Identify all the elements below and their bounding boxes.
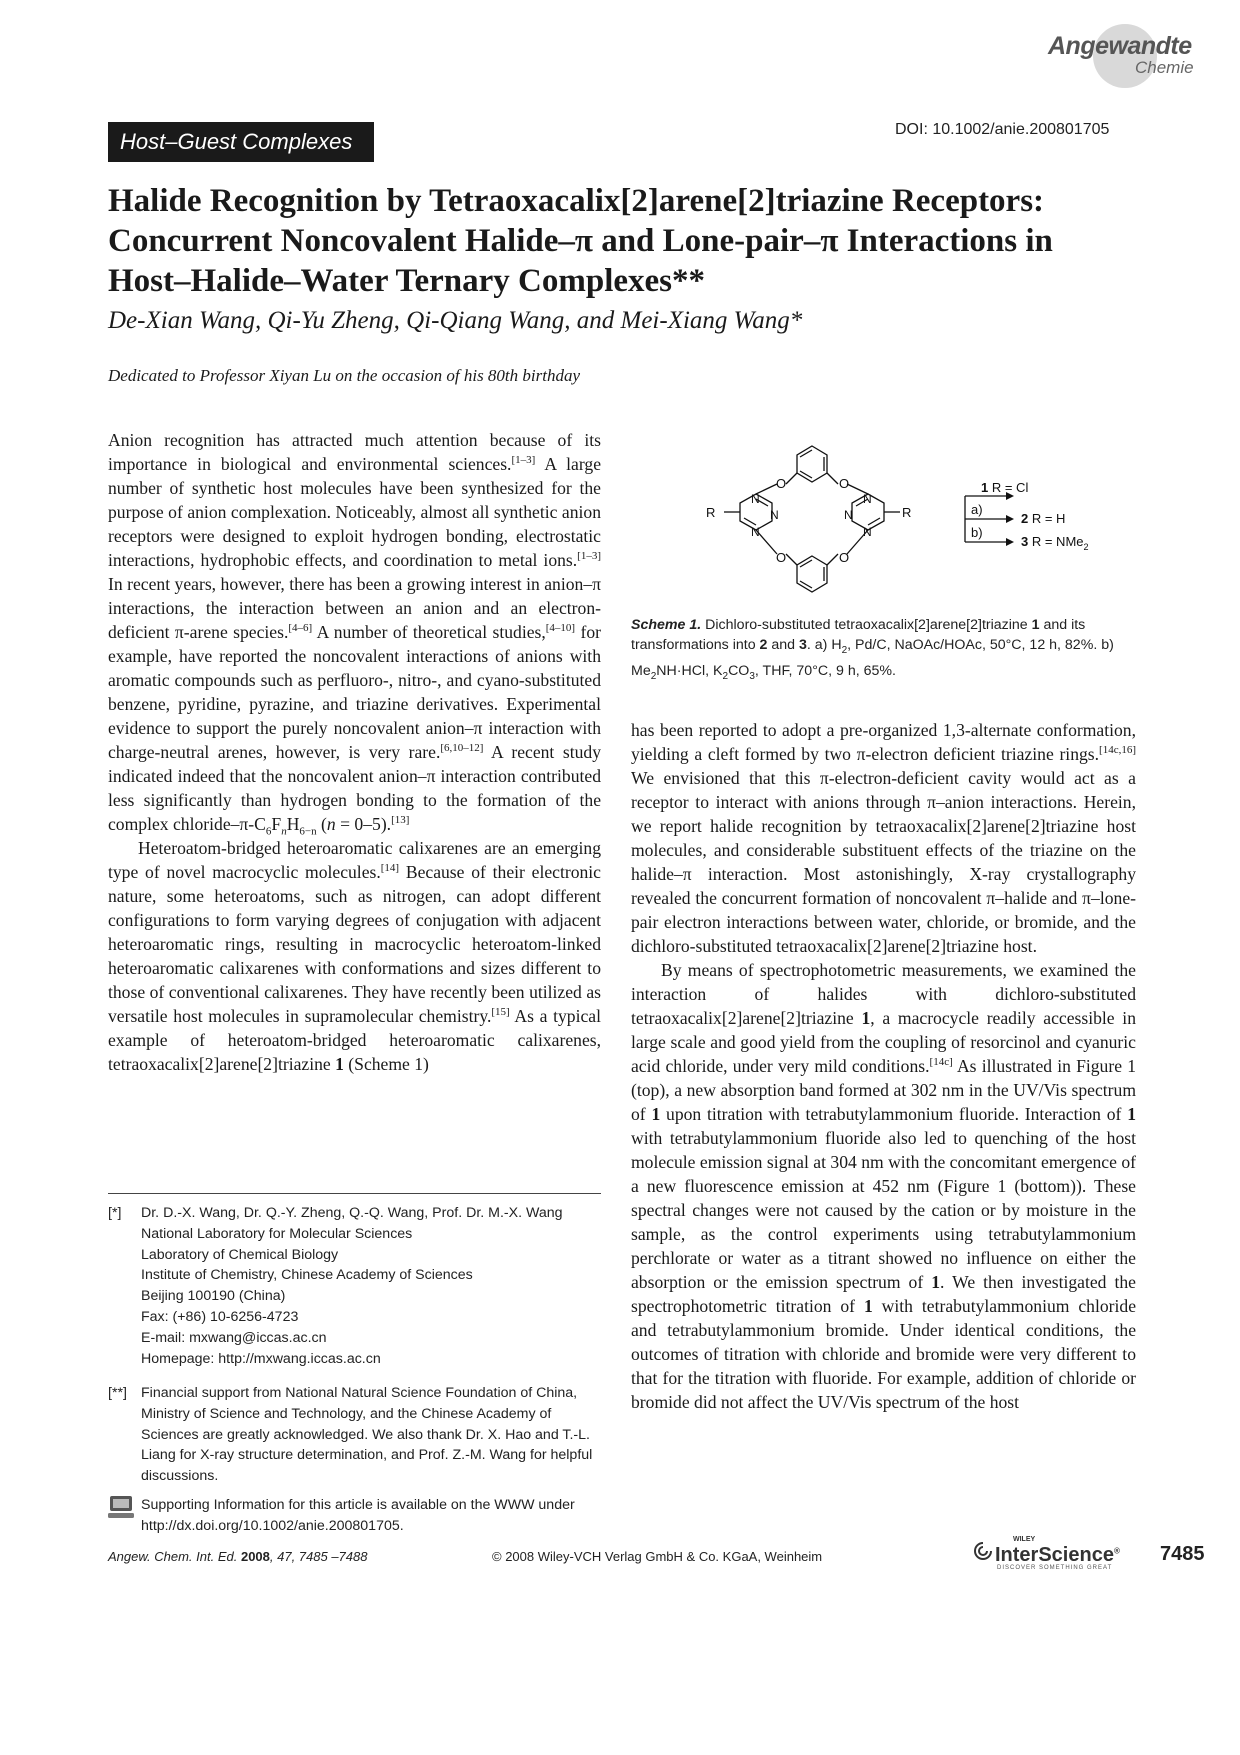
scheme-label-o: O: [839, 550, 850, 565]
footnote-supporting-info: Supporting Information for this article is available on the WWW under http://dx.doi.org/10.1002/anie.200801705.: [108, 1495, 606, 1540]
compound-1-label: 1 R = Cl: [981, 480, 1029, 495]
scheme-label-o: O: [776, 550, 787, 565]
scheme-1-caption: Scheme 1. Dichloro-substituted tetraoxacalix[2]arene[2]triazine 1 and its transformations into 2 and 3. a) $H_2$, Pd/C, NaOAc/HOAc, 50°C, 12 h, 82%. b) $Me_2NH\cdot HCl$, $K_2CO_3$, THF, 70°C, 9 h, 65%.: [631, 617, 1114, 682]
compound-2-label: 2 R = H: [1021, 511, 1066, 526]
scheme-label-r-left: R: [706, 505, 716, 520]
scheme-label-n: N: [863, 492, 872, 506]
homepage: Homepage: http://mxwang.iccas.ac.cn: [141, 1350, 381, 1367]
scheme-label-o: O: [839, 476, 850, 491]
paragraph-spectrophotometry: By means of spectrophotometric measurements, we examined the interaction of halides with dichloro-substituted tetraoxacalix[2]arene[2]triazine 1, a macrocycle readily accessible in large scale and good yield from the coupling of resorcinol and cyanuric acid chloride, under very mild conditions.[14c] As illustrated in Figure 1 (top), a new absorption band formed at 302 nm in the UV/Vis spectrum of 1 upon titration with tetrabutylammonium fluoride. Interaction of 1 with tetrabutylammonium fluoride also led to quenching of the host molecule emission signal at 304 nm with the concomitant emergence of a new fluorescence emission at 452 nm (Figure 1 (bottom)). These spectral changes were not caused by the cation or by moisture in the sample, as the control experiments using tetrabutylammonium perchlorate or water as a titrant showed no influence on either the absorption or the emission spectrum of 1. We then investigated the spectrophotometric titration of 1 with tetrabutylammonium chloride and tetrabutylammonium bromide. Under identical conditions, the outcomes of titration with chloride and bromide were very different to that for the titration with fluoride. For example, addition of chloride or bromide did not affect the UV/Vis spectrum of the host: [631, 960, 1137, 1412]
page-number: 7485: [1160, 1543, 1205, 1565]
computer-icon: [108, 1495, 134, 1519]
scheme-label-n: N: [844, 508, 853, 522]
section-heading: Host–Guest Complexes: [108, 122, 374, 162]
authors: De-Xian Wang, Qi-Yu Zheng, Qi-Qiang Wang, and Mei-Xiang Wang*: [108, 307, 803, 334]
email: E-mail: mxwang@iccas.ac.cn: [141, 1329, 327, 1346]
swirl-icon: [973, 1541, 993, 1561]
scheme-label-n: N: [751, 525, 760, 539]
doi: DOI: 10.1002/anie.200801705: [895, 121, 1110, 138]
publisher-logo: WILEY InterScience® DISCOVER SOMETHING GREAT: [973, 1535, 1133, 1571]
scheme-label-n: N: [863, 525, 872, 539]
left-column: [108, 428, 601, 1076]
scheme-step-a: a): [971, 502, 983, 517]
paragraph-intro: Anion recognition has attracted much attention because of its importance in biological and environmental sciences.[1–3] A large number of synthetic host molecules have been synthesized for the purpose of anion complexation. Noticeably, almost all synthetic anion receptors were designed to exploit hydrogen bonding, electrostatic interactions, hydrophobic effects, and coordination to metal ions.[1–3] In recent years, however, there has been a growing interest in anion–π interactions, the interaction between an anion and an electron-deficient π-arene species.[4–6] A number of theoretical studies,[4–10] for example, have reported the noncovalent interactions of anions with aromatic compounds such as perfluoro-, nitro-, and cyano-substituted benzene, pyridine, pyrazine, and triazine derivatives. Experimental evidence to support the purely noncovalent anion–π interaction with charge-neutral arenes, however, is very rare.[6,10–12] A recent study indicated indeed that the noncovalent anion–π interaction contributed less significantly than hydrogen bonding to the formation of the complex chloride–$\pi-C_6F_nH_{6-n}$ (n = 0–5).[13]: [108, 430, 602, 838]
compound-3-label: 3 R = NMe$_2$: [1021, 534, 1089, 552]
article-title: Halide Recognition by Tetraoxacalix[2]arene[2]triazine Receptors: Concurrent Noncovalent Halide–π and Lone-pair–π Interactions in Host–Halide–Water Ternary Complexes**: [108, 183, 1053, 299]
citation: Angew. Chem. Int. Ed. 2008, 47, 7485 –7488: [108, 1549, 368, 1564]
scheme-label-n: N: [751, 492, 760, 506]
paragraph-conformation: has been reported to adopt a pre-organized 1,3-alternate conformation, yielding a cleft formed by two π-electron deficient triazine rings.[14c,16] We envisioned that this π-electron-deficient cavity would act as a receptor to interact with anions through π–anion interactions. Herein, we report halide recognition by tetraoxacalix[2]arene[2]triazine host molecules, and considerable substituent effects of the triazine on the halide–π interaction. Most astonishingly, X-ray crystallography revealed the concurrent formation of noncovalent π–halide and π–lone-pair electron interactions between water, chloride, or bromide, and the dichloro-substituted tetraoxacalix[2]arene[2]triazine host.: [631, 720, 1136, 956]
paragraph-calixarenes: Heteroatom-bridged heteroaromatic calixarenes are an emerging type of novel macrocyclic molecules.[14] Because of their electronic nature, some heteroatoms, such as nitrogen, can adopt different configurations to form varying degrees of conjugation with adjacent heteroaromatic rings, resulting in macrocyclic heteroatom-linked heteroaromatic calixarenes with conformations and sizes different to those of conventional calixarenes. They have recently been utilized as versatile host molecules in supramolecular chemistry.[15] As a typical example of heteroatom-bridged heteroaromatic calixarenes, tetraoxacalix[2]arene[2]triazine 1 (Scheme 1): [108, 838, 602, 1074]
right-column: [631, 718, 1136, 1414]
footnote-affiliation: [*] Dr. D.-X. Wang, Dr. Q.-Y. Zheng, Q.-Q. Wang, Prof. Dr. M.-X. Wang National Laboratory for Molecular Sciences Laboratory of Chemical Biology Institute of Chemistry, Chinese Academy of Sciences Beijing 100190 (China) Fax: (+86) 10-6256-4723 E-mail: mxwang@iccas.ac.cn Homepage: http://mxwang.iccas.ac.cn: [108, 1203, 606, 1378]
scheme-label-r-right: R: [902, 505, 912, 520]
scheme-label-o: O: [776, 476, 787, 491]
journal-logo-name: Angewandte: [1048, 32, 1192, 60]
footnote-funding: [**] Financial support from National Natural Science Foundation of China, Ministry of Science and Technology, and the Chinese Academy of Sciences are greatly acknowledged. We also thank Dr. X. Hao and T.-L. Liang for X-ray structure determination, and Prof. Z.-M. Wang for helpful discussions.: [108, 1385, 593, 1485]
copyright: © 2008 Wiley-VCH Verlag GmbH & Co. KGaA, Weinheim: [492, 1549, 823, 1564]
scheme-label-n: N: [770, 508, 779, 522]
journal-logo-sub: Chemie: [1135, 58, 1194, 77]
scheme-1-structure: [680, 440, 1100, 600]
dedication: Dedicated to Professor Xiyan Lu on the occasion of his 80th birthday: [108, 366, 581, 385]
scheme-step-b: b): [971, 525, 983, 540]
footnote-rule: [108, 1193, 601, 1194]
